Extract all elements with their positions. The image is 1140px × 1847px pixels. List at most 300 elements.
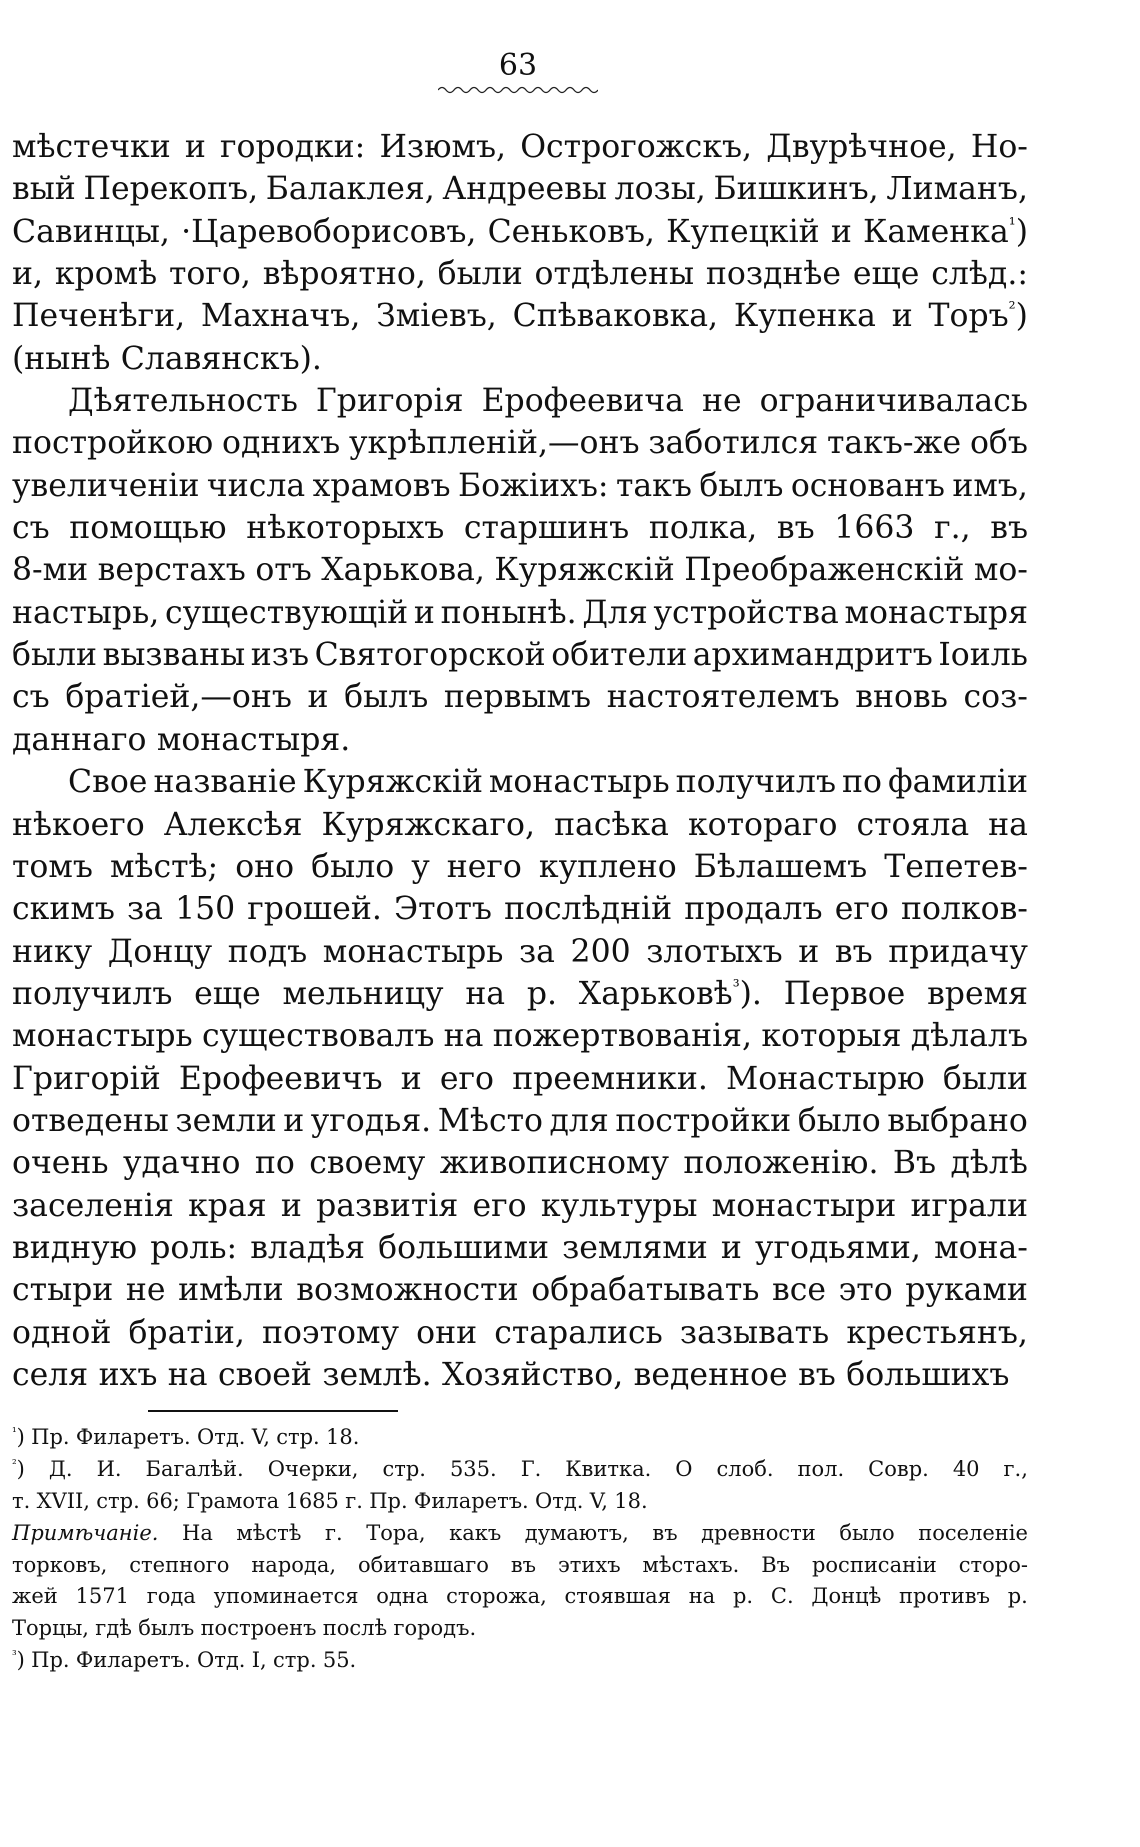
word: обрабатывать [531,1272,760,1309]
word: мѣстечки [12,129,171,165]
word: Куряжскій [494,552,675,589]
word: Донцу [107,933,213,970]
word: съ [12,510,50,547]
word: Торцы, [12,1616,89,1641]
word: года [146,1584,196,1609]
word: Хозяйство, [442,1356,624,1393]
word: XVII, [36,1488,90,1513]
word: удачно [122,1145,241,1182]
word: монастыря [844,594,1028,631]
page-number: 63 [498,48,538,83]
word: Перекопъ, [83,171,259,208]
word: преемники. [512,1060,708,1097]
word: Тора, [366,1520,426,1545]
word: И. [96,1456,122,1481]
text-line [12,1269,1028,1311]
word: Монастырю [726,1060,925,1097]
wavy-rule-ornament [438,84,598,94]
word: Мѣсто [437,1102,544,1139]
word: веденное [633,1356,788,1393]
word: вый [12,171,76,208]
text-line [12,1227,1028,1269]
word: ограничивалась [759,383,1028,420]
word: Харькова, [321,552,485,589]
word: кромѣ [54,256,158,293]
word: пол. [797,1456,845,1481]
word: которыя [761,1018,902,1055]
word: сторожа, [446,1584,547,1609]
word: все [772,1272,827,1309]
word: по [841,764,882,801]
word: братіей,—онъ [65,679,292,716]
word: $^{^1}$) [12,1424,25,1449]
word: Балаклея, [265,171,435,208]
word: поэтому [261,1314,399,1351]
word: Изюмъ, [379,129,507,165]
word: того, [169,256,251,293]
word: заботился [648,425,819,462]
text-line [12,1550,1028,1582]
word: упоминается [213,1584,359,1609]
text-line [12,253,1028,295]
word: гдѣ [95,1616,132,1641]
word: на [443,1018,484,1055]
word: играли [910,1187,1028,1224]
word: городъ. [393,1616,477,1641]
word: куплено [538,848,677,885]
word: въ [834,933,873,970]
word: въ [652,1520,678,1545]
word: Квитка. [565,1456,652,1481]
word: вновь [855,679,948,716]
word: его [439,1060,495,1097]
text-line [12,1613,1028,1645]
word: и, [12,256,44,293]
text-line [12,465,1028,507]
word: 66; [146,1488,180,1513]
word: пасѣка [554,806,669,843]
word: были [437,256,523,293]
word: Лиманъ, [886,171,1028,208]
text-line [12,549,1028,591]
word: еще [194,975,261,1012]
word: дѣлѣ [950,1145,1028,1182]
word: нѣкоего [12,806,145,843]
word: для [549,1102,609,1139]
word: Іоиль [938,637,1028,674]
word: Махначъ, [200,298,361,335]
word: и [830,213,852,250]
word: отъ [255,552,312,589]
word: Первое [783,975,906,1012]
word: Пр. [31,1425,70,1449]
word: Отд. [197,1648,246,1673]
word: пожертвованія, [492,1018,753,1055]
text-line [12,719,1028,761]
text-line [12,507,1028,549]
word: Пр. [369,1488,408,1513]
word: Харьковѣ$^{^3}$). [578,975,762,1012]
text-line [12,295,1028,337]
word: однихъ [222,425,341,462]
word: 55. [322,1648,357,1673]
word: послѣ [322,1616,388,1641]
word: Куряжскій [302,764,483,801]
word: возможности [296,1272,519,1309]
word: было [311,848,395,885]
text-line [12,211,1028,253]
word: 1571 [75,1584,129,1609]
word: своему [309,1145,426,1182]
text-line [12,888,1028,930]
text-line [12,761,1028,803]
word: монастыри [711,1187,897,1224]
word: объ [969,425,1028,462]
word: своей [217,1356,312,1393]
word: Очерки, [267,1456,359,1481]
word: этихъ [557,1552,621,1577]
word: зазывать [679,1314,830,1351]
word: получилъ [12,975,173,1012]
word: Филаретъ. [75,1425,191,1449]
text-line [12,1354,1028,1396]
word: I, [251,1648,267,1673]
word: Отд. [535,1488,584,1513]
word: т. [12,1488,31,1513]
word: заселенія [12,1187,174,1224]
word: Донцѣ [811,1584,882,1609]
word: существовалъ [201,1018,435,1055]
word: Григорій [12,1060,161,1097]
word: Для [582,594,648,631]
word: постройки [615,1102,792,1139]
word: монастырь [488,764,670,801]
word: у [411,848,430,885]
word: $^{^2}$) [12,1456,25,1481]
word: Свое [68,764,148,801]
word: развитія [316,1187,459,1224]
text-line [12,422,1028,464]
note-label: Примѣчаніе. [12,1520,159,1545]
word: были [12,637,98,674]
word: жей [12,1584,58,1609]
text-line [12,1486,1028,1518]
word: монастыря. [156,721,351,758]
word: мона- [934,1229,1028,1266]
word: было [797,1102,881,1139]
word: и [400,1060,422,1097]
word: роль: [150,1229,238,1266]
word: отведены [12,1102,169,1139]
word: по [254,1145,295,1182]
word: С. [770,1584,794,1609]
word: Купенка [733,298,876,335]
word: Острогожскъ, [520,129,753,165]
word: нику [12,933,93,970]
word: Дѣятельность [68,383,298,420]
word: стр. [276,1425,320,1449]
word: слѣд.: [931,256,1028,293]
word: одной [12,1314,112,1351]
word: основанъ [790,467,945,504]
word: и [891,298,913,335]
word: Отд. [197,1425,246,1449]
word: злотыхъ [646,933,783,970]
text-line [12,676,1028,718]
word: земли [175,1102,277,1139]
word: такъ-же [826,425,962,462]
text-line [12,931,1028,973]
word: старшинъ [463,510,630,547]
word: продалъ [684,891,823,928]
text-line [12,338,1028,380]
word: Филаретъ. [75,1648,191,1673]
word: Пр. [31,1648,70,1673]
word: названіе [153,764,297,801]
word: стояла [856,806,970,843]
word: Бишкинъ, [713,171,879,208]
word: Торъ$^{^2}$) [928,298,1028,335]
word: Ерофеевичъ [178,1060,383,1097]
word: монастырь [12,1018,193,1055]
text-line [12,1581,1028,1613]
word: На [182,1520,213,1545]
word: его [834,891,889,928]
word: $^{^3}$) [12,1648,25,1673]
text-line [12,380,1028,422]
word: нѣкоторыхъ [246,510,445,547]
word: постройкою [12,425,214,462]
word: Григорія [315,383,464,420]
word: время [927,975,1028,1012]
word: какъ [449,1520,502,1545]
word: грошей. [247,891,382,928]
word: имъ, [952,467,1028,504]
word: архимандритъ [692,637,933,674]
word: устройства [653,594,839,631]
word: Тепетев- [884,848,1028,885]
word: думаютъ, [524,1520,629,1545]
word: р. [526,975,558,1012]
word: слоб. [716,1456,774,1481]
word: Алексѣя [163,806,303,843]
word: и [184,129,206,165]
word: послѣдній [504,891,673,928]
word: оно [235,848,295,885]
word: Преображенскій [684,552,965,589]
word: и [413,594,435,631]
word: Д. [48,1456,73,1481]
word: Грамота [186,1488,280,1513]
word: г., [934,510,971,547]
footnotes [12,1422,1028,1677]
word: Савинцы, [12,213,170,250]
word: числа [206,467,306,504]
word: стр. [96,1488,140,1513]
word: скимъ [12,891,115,928]
word: придачу [888,933,1028,970]
word: 18. [326,1425,360,1449]
word: большихъ [846,1356,1010,1393]
word: землѣ. [322,1356,432,1393]
word: Куряжскаго, [321,806,536,843]
word: Спѣваковка, [512,298,719,335]
body-text [12,126,1028,1396]
word: мѣстахъ. [642,1552,740,1577]
word: края [188,1187,267,1224]
word: полков- [900,891,1028,928]
word: вѣроятно, [262,256,426,293]
word: V, [589,1488,608,1513]
word: позднѣе [705,256,842,293]
word: видную [12,1229,138,1266]
word: росписаніи [811,1552,937,1577]
word: О [675,1456,693,1481]
word: 1663 [834,510,915,547]
word: не [125,1272,166,1309]
word: V, [251,1425,270,1449]
word: Въ [761,1552,791,1577]
word: вызваны [102,637,246,674]
word: 200 [570,933,631,970]
word: это [838,1272,893,1309]
word: монастырь [322,933,504,970]
word: землями [562,1229,708,1266]
word: съ [12,679,50,716]
word: ихъ [98,1356,158,1393]
word: большими [378,1229,549,1266]
word: фамиліи [887,764,1028,801]
word: культуры [540,1187,698,1224]
text-line [12,846,1028,888]
word: помощью [69,510,227,547]
word: было [839,1520,895,1545]
word: мѣстѣ; [109,848,219,885]
word: такъ [615,467,692,504]
word: они [416,1314,478,1351]
word: на [988,806,1028,843]
word: народа, [251,1552,337,1577]
word: въ [510,1552,537,1577]
word: Святогорской [314,637,546,674]
word: одна [376,1584,429,1609]
word: и [280,1187,302,1224]
word: получилъ [675,764,836,801]
word: братіи, [128,1314,245,1351]
word: Зміевъ, [376,298,497,335]
word: стр. [382,1456,426,1481]
word: городки: [220,129,366,165]
word: существующій [164,594,409,631]
word: настоятелемъ [606,679,840,716]
word: Багалѣй. [145,1456,244,1481]
text-line [12,1100,1028,1142]
word: угодьями, [755,1229,921,1266]
word: и [307,679,329,716]
word: р. [1007,1584,1028,1609]
word: полка, [648,510,758,547]
word: Купецкій [666,213,820,250]
text-line [12,804,1028,846]
word: выбрано [887,1102,1028,1139]
text-line [12,1454,1028,1486]
word: настырь, [12,594,160,631]
word: сторо- [958,1552,1028,1577]
word: степного [129,1552,230,1577]
word: были [942,1060,1028,1097]
word: на [167,1356,208,1393]
text-line [12,1058,1028,1100]
word: очень [12,1145,109,1182]
word: 18. [614,1488,648,1513]
word: обители [551,637,688,674]
word: понынѣ. [440,594,577,631]
word: стыри [12,1272,114,1309]
word: 40 [952,1456,980,1481]
word: соз- [963,679,1028,716]
word: Въ [892,1145,937,1182]
word: храмовъ [312,467,451,504]
word: отдѣлены [534,256,695,293]
word: Каменка$^{^1}$) [862,213,1028,250]
word: 8-ми [12,552,89,589]
word: торковъ, [12,1552,108,1577]
word: и [720,1229,742,1266]
word: Божіихъ: [457,467,609,504]
word: даннаго [12,721,147,758]
word: 1685 [285,1488,339,1513]
word: живописному [439,1145,670,1182]
word: противъ [899,1584,990,1609]
word: древности [701,1520,816,1545]
word: первымъ [443,679,592,716]
text-line [12,1142,1028,1184]
word: Сеньковъ, [487,213,655,250]
word: построенъ [200,1616,317,1641]
word: селя [12,1356,89,1393]
text-line [12,1312,1028,1354]
word: укрѣпленій,—онъ [348,425,640,462]
word: былъ [138,1616,195,1641]
word: 150 [175,891,236,928]
text-line [12,634,1028,676]
word: за [519,933,555,970]
word: котораго [687,806,838,843]
word: Г. [520,1456,542,1481]
word: томъ [12,848,93,885]
word: его [472,1187,527,1224]
word: Андреевы [442,171,607,208]
word: крестьянъ, [846,1314,1028,1351]
word: увеличеніи [12,467,200,504]
word: 535. [449,1456,497,1481]
word: Двурѣчное, [766,129,957,165]
word: Совр. [868,1456,929,1481]
word: на [688,1584,716,1609]
word: имѣли [178,1272,284,1309]
word: Бѣлашемъ [693,848,868,885]
word: Славянскъ). [120,340,322,377]
text-line [12,1185,1028,1227]
word: мельницу [282,975,444,1012]
text-line [12,1422,1028,1454]
text-line [12,973,1028,1015]
word: и [798,933,820,970]
word: мо- [973,552,1028,589]
word: былъ [344,679,429,716]
text-line [12,1645,1028,1677]
word: стр. [273,1648,317,1673]
